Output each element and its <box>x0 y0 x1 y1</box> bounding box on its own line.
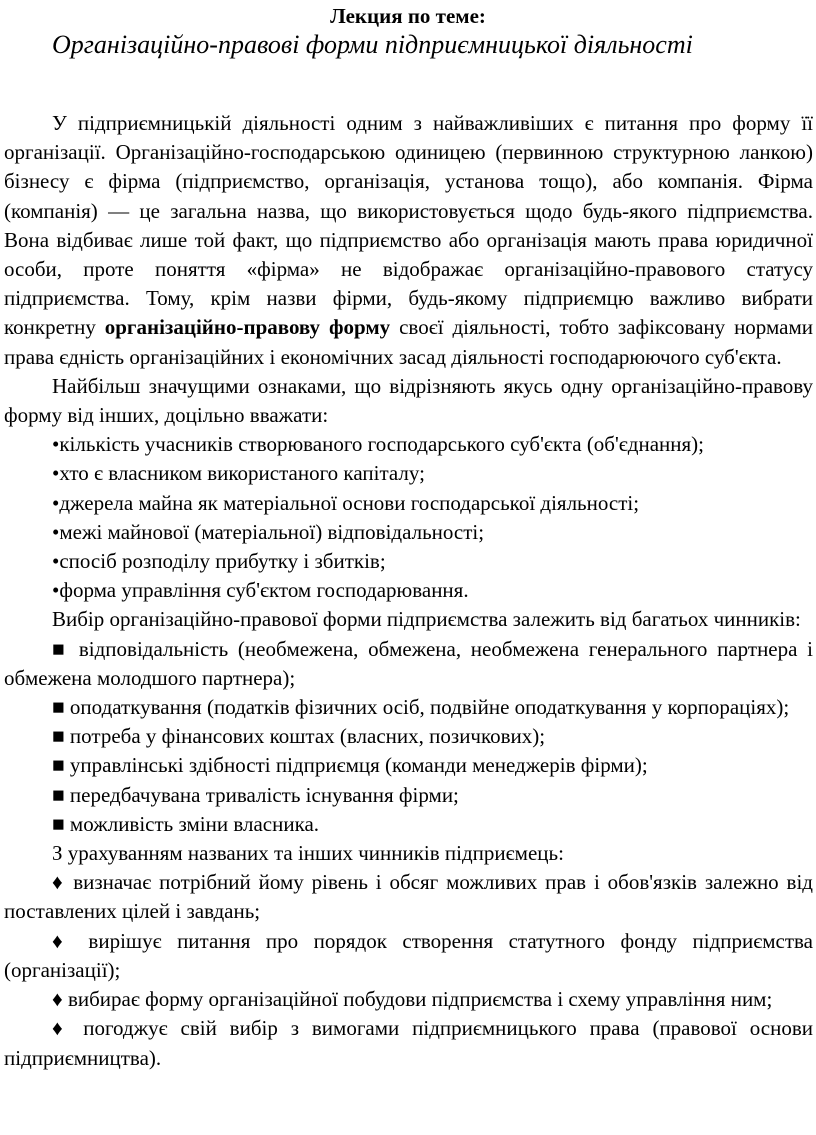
factor-item: ■ передбачувана тривалість існування фірми; <box>52 782 459 807</box>
intro-text-end: своєї діяльності, тобто зафіксовану нормами права єдність організаційних і економічних засад діяльності господарюючого суб'єкта. <box>4 315 813 369</box>
document-body <box>4 109 813 1073</box>
actions-intro-paragraph: З урахуванням названих та інших чинників підприємець: <box>52 841 564 866</box>
action-item: ♦ вибирає форму організаційної побудови підприємства і схему управління ним; <box>52 987 773 1012</box>
sign-item: •спосіб розподілу прибутку і збитків; <box>52 549 386 574</box>
factor-item: ■ оподаткування (податків фізичних осіб, подвійне оподаткування у корпораціях); <box>52 695 790 720</box>
action-item: ♦ погоджує свій вибір з вимогами підприємницького права (правової основи підприємництва). <box>4 1016 813 1070</box>
intro-text-start: У підприємницькій діяльності одним з найважливіших є питання про форму її організації. Організаційно-господарською одиницею (первинною структурною ланкою) бізнесу є фірма (підприємство, організація, установа тощо), або компанія. Фірма (компанія) — це загальна назва, що використовується щодо будь-якого підприємства. Вона відбиває лише той факт, що підприємство або організація мають права юридичної особи, проте поняття «фірма» не відображає організаційно-правового статусу підприємства. Тому, крім назви фірми, будь-якому підприємцю важливо вибрати конкретну <box>4 111 813 340</box>
factor-item: ■ можливість зміни власника. <box>52 811 320 836</box>
action-item: ♦ вирішує питання про порядок створення статутного фонду підприємства (організації); <box>4 928 813 982</box>
intro-bold-term: організаційно-правову форму <box>104 315 391 340</box>
factor-item: ■ потреба у фінансових коштах (власних, позичкових); <box>52 724 546 749</box>
factors-intro-paragraph: Вибір організаційно-правової форми підприємства залежить від багатьох чинників: <box>52 607 801 632</box>
lecture-heading: Лекция по теме: <box>330 4 486 28</box>
sign-item: •кількість учасників створюваного господарського суб'єкта (об'єднання); <box>52 432 704 457</box>
action-item: ♦ визначає потрібний йому рівень і обсяг можливих прав і обов'язків залежно від поставлених цілей і завдань; <box>4 870 813 924</box>
sign-item: •форма управління суб'єктом господарювання. <box>52 578 469 603</box>
signs-intro-paragraph: Найбільш значущими ознаками, що відрізняють якусь одну організаційно-правову форму від інших, доцільно вважати: <box>4 373 813 428</box>
factor-item: ■ управлінські здібності підприємця (команди менеджерів фірми); <box>52 753 648 778</box>
sign-item: •межі майнової (матеріальної) відповідальності; <box>52 519 485 544</box>
intro-paragraph <box>4 109 813 372</box>
factor-item: ■ відповідальність (необмежена, обмежена, необмежена генерального партнера і обмежена молодшого партнера); <box>4 636 813 690</box>
sign-item: •хто є власником використаного капіталу; <box>52 461 425 486</box>
lecture-subtitle: Організаційно-правові форми підприємницької діяльності <box>52 30 693 59</box>
sign-item: •джерела майна як матеріальної основи господарської діяльності; <box>52 490 640 515</box>
